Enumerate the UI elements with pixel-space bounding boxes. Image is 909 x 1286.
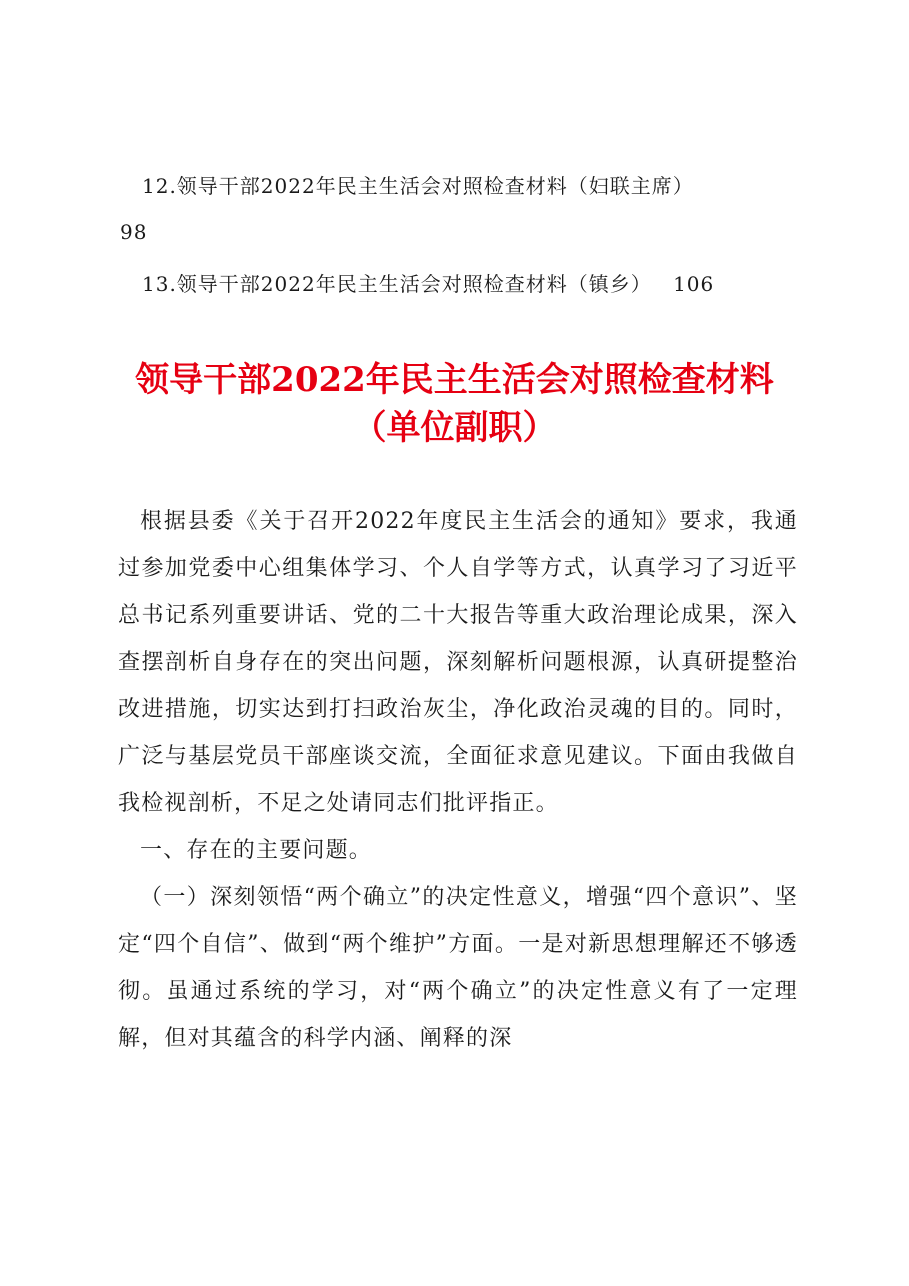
toc-item-12-page: 98 bbox=[120, 220, 148, 244]
document-title-line-2: （单位副职） bbox=[352, 408, 557, 448]
section-heading: 一、存在的主要问题。 bbox=[140, 838, 373, 863]
subsection-paragraph: （一）深刻领悟“两个确立”的决定性意义，增强“四个意识”、坚定“四个自信”、做到“两个维护”方面。一是对新思想理解还不够透彻。虽通过系统的学习，对“两个确立”的决定性意义有了一定理解，但对其蕴含的科学内涵、阐释的深 bbox=[118, 885, 798, 1051]
toc-item-13[interactable] bbox=[142, 268, 714, 297]
toc-item-13-text: 13.领导干部2022年民主生活会对照检查材料（镇乡） bbox=[142, 272, 652, 296]
document-title-line-1: 领导干部2022年民主生活会对照检查材料 bbox=[135, 360, 774, 400]
toc-item-12-text: 12.领导干部2022年民主生活会对照检查材料（妇联主席） bbox=[142, 174, 694, 198]
toc-item-12[interactable] bbox=[142, 170, 694, 199]
intro-paragraph: 根据县委《关于召开2022年度民主生活会的通知》要求，我通过参加党委中心组集体学习、个人自学等方式，认真学习了习近平总书记系列重要讲话、党的二十大报告等重大政治理论成果，深入查摆剖析自身存在的突出问题，深刻解析问题根源，认真研提整治改进措施，切实达到打扫政治灰尘，净化政治灵魂的目的。同时，广泛与基层党员干部座谈交流，全面征求意见建议。下面由我做自我检视剖析，不足之处请同志们批评指正。 bbox=[118, 509, 798, 816]
toc-item-13-page: 106 bbox=[673, 272, 715, 296]
document-body bbox=[118, 498, 798, 1062]
